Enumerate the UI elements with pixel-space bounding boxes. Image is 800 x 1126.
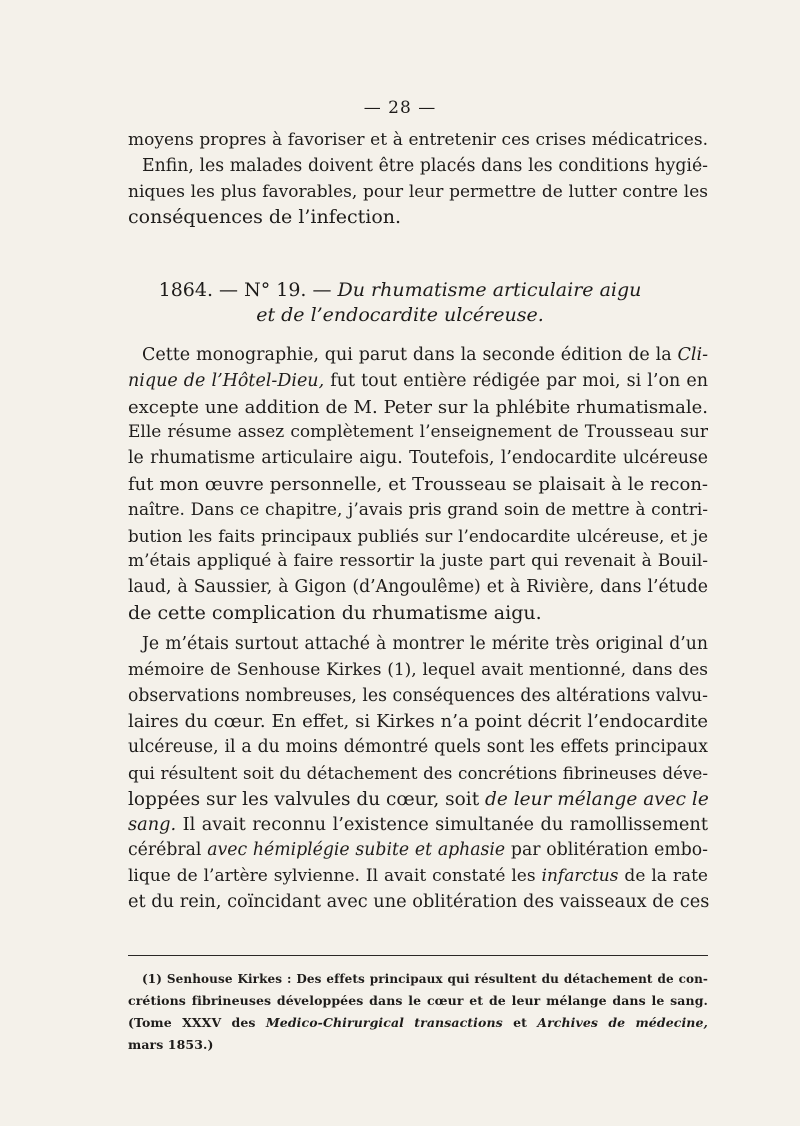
italic-span: de leur mélange avec le xyxy=(485,788,709,810)
text-span: Il avait reconnu l’existence simultanée du ramollissement xyxy=(176,814,708,835)
text-line xyxy=(128,813,708,839)
heading-title-cont: et de l’endocardite ulcéreuse. xyxy=(256,304,544,326)
page-number: — 28 — xyxy=(363,98,437,118)
text-line: fut mon œuvre personnelle, et Trousseau se plaisait à le recon- xyxy=(128,473,708,495)
italic-span: infarctus xyxy=(541,866,619,887)
text-line xyxy=(128,864,708,890)
text-line: bution les faits principaux publiés sur l’endocardite ulcéreuse, et je xyxy=(128,525,708,546)
text-line: m’étais appliqué à faire ressortir la juste part qui revenait à Bouil- xyxy=(128,551,708,572)
text-line xyxy=(128,838,708,864)
text-line: laud, à Saussier, à Gigon (d’Angoulême) et à Rivière, dans l’étude xyxy=(128,577,708,598)
text-line: ulcéreuse, il a du moins démontré quels sont les effets principaux xyxy=(128,737,708,758)
text-line: le rhumatisme articulaire aigu. Toutefois, l’endocardite ulcéreuse xyxy=(128,448,708,469)
text-line xyxy=(128,369,708,395)
text-line: Enfin, les malades doivent être placés dans les conditions hygié- xyxy=(142,155,708,176)
footnote xyxy=(128,968,708,1056)
section-heading-line2 xyxy=(0,302,800,328)
footnote-line: mars 1853.) xyxy=(128,1037,214,1052)
text-line: laires du cœur. En effet, si Kirkes n’a point décrit l’endocardite xyxy=(128,711,708,733)
footnote-line xyxy=(128,1012,708,1034)
paragraph-kirkes xyxy=(128,632,708,916)
paragraph-monographie xyxy=(128,343,708,627)
text-line: naître. Dans ce chapitre, j’avais pris grand soin de mettre à contri- xyxy=(128,499,708,520)
text-line: conséquences de l’infection. xyxy=(128,206,402,229)
italic-span: Archives de médecine, xyxy=(537,1015,709,1030)
text-span: de la rate xyxy=(618,866,708,887)
text-line: de cette complication du rhumatisme aigu. xyxy=(128,601,542,624)
text-line: niques les plus favorables, pour leur permettre de lutter contre les xyxy=(128,181,708,202)
text-span: (Tome XXXV des xyxy=(128,1015,266,1030)
italic-span: Medico-Chirurgical transactions xyxy=(265,1015,503,1030)
text-line: observations nombreuses, les conséquences des altérations valvu- xyxy=(128,685,708,706)
text-span: lique de l’artère sylvienne. Il avait constaté les xyxy=(128,866,542,887)
italic-span: avec hémiplégie subite et aphasie xyxy=(207,840,506,861)
text-line xyxy=(128,343,708,369)
text-line: excepte une addition de M. Peter sur la phlébite rhumatismale. xyxy=(128,396,708,418)
text-span: loppées sur les valvules du cœur, soit xyxy=(128,788,486,810)
italic-span: nique de l’Hôtel-Dieu, xyxy=(128,370,325,391)
section-heading xyxy=(0,277,800,303)
text-line: Elle résume assez complètement l’enseignement de Trousseau sur xyxy=(128,422,708,443)
italic-span: sang. xyxy=(128,814,177,835)
heading-title: Du rhumatisme articulaire aigu xyxy=(337,279,642,301)
text-line: Je m’étais surtout attaché à montrer le mérite très original d’un xyxy=(142,634,708,654)
text-span: cérébral xyxy=(128,840,208,861)
text-line: moyens propres à favoriser et à entretenir ces crises médicatrices. xyxy=(128,130,708,150)
intro-paragraph xyxy=(128,128,708,231)
text-span: fut tout entière rédigée par moi, si l’on en xyxy=(324,370,709,391)
footnote-line: (1) Senhouse Kirkes : Des effets principaux qui résultent du détachement de con- xyxy=(142,972,708,986)
footnote-divider xyxy=(128,955,708,956)
footnote-line: crétions fibrineuses développées dans le cœur et de leur mélange dans le sang. xyxy=(128,993,708,1008)
text-span: Cette monographie, qui parut dans la seconde édition de la xyxy=(142,345,678,365)
text-line: mémoire de Senhouse Kirkes (1), lequel avait mentionné, dans des xyxy=(128,659,708,680)
heading-prefix: 1864. — N° 19. — xyxy=(158,279,338,301)
italic-span: Cli- xyxy=(677,345,708,365)
text-span: par oblitération embo- xyxy=(505,840,708,861)
text-span: et xyxy=(502,1015,538,1030)
text-line: qui résultent soit du détachement des concrétions fibrineuses déve- xyxy=(128,762,708,783)
text-line: et du rein, coïncidant avec une oblitération des vaisseaux de ces xyxy=(128,891,710,912)
text-line xyxy=(128,787,708,813)
